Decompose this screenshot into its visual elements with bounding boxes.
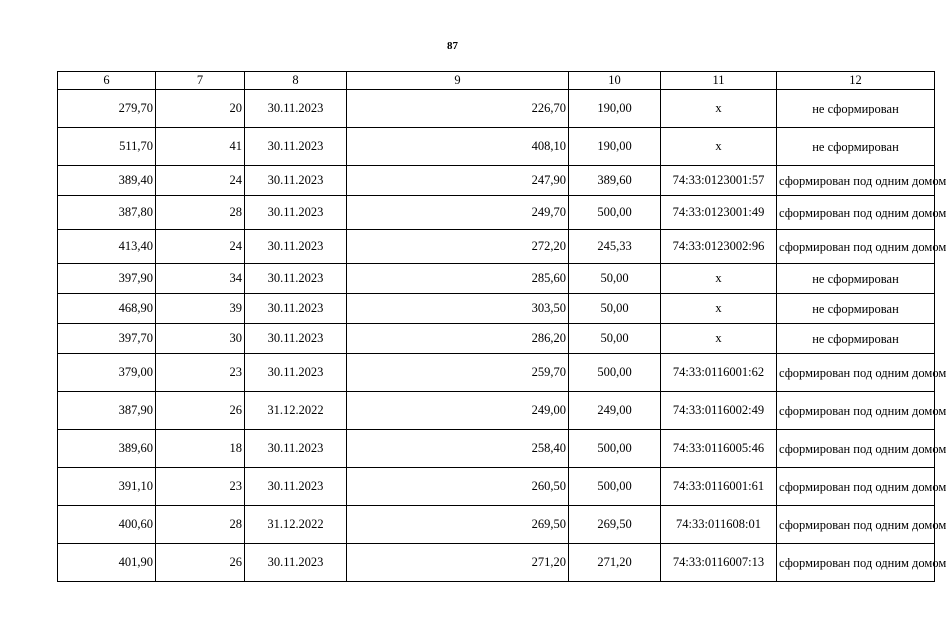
cell-status: сформирован под одним домом: [777, 430, 935, 468]
cell-col-10: 50,00: [569, 294, 661, 324]
cell-col-7: 26: [156, 544, 245, 582]
cell-col-6: 389,40: [58, 166, 156, 196]
cell-col-7: 26: [156, 392, 245, 430]
cell-col-9: 260,50: [347, 468, 569, 506]
cell-col-7: 20: [156, 90, 245, 128]
cell-cadastral-number: 74:33:0116001:62: [661, 354, 777, 392]
cell-col-9: 285,60: [347, 264, 569, 294]
cell-cadastral-number: 74:33:0116002:49: [661, 392, 777, 430]
cell-col-6: 389,60: [58, 430, 156, 468]
cell-status: не сформирован: [777, 264, 935, 294]
cell-date: 30.11.2023: [245, 230, 347, 264]
cell-col-6: 387,80: [58, 196, 156, 230]
cell-status: не сформирован: [777, 294, 935, 324]
table-row: [58, 354, 935, 392]
cell-status: не сформирован: [777, 324, 935, 354]
cell-col-9: 249,70: [347, 196, 569, 230]
table-row: [58, 196, 935, 230]
table-row: [58, 166, 935, 196]
cell-status: не сформирован: [777, 128, 935, 166]
cell-col-6: 391,10: [58, 468, 156, 506]
cell-col-6: 511,70: [58, 128, 156, 166]
cell-col-9: 259,70: [347, 354, 569, 392]
cell-col-10: 190,00: [569, 128, 661, 166]
cell-col-6: 397,70: [58, 324, 156, 354]
cell-col-9: 271,20: [347, 544, 569, 582]
cell-col-10: 500,00: [569, 354, 661, 392]
cell-col-9: 272,20: [347, 230, 569, 264]
column-header-11: 11: [661, 72, 777, 90]
cell-col-7: 24: [156, 166, 245, 196]
cell-date: 30.11.2023: [245, 264, 347, 294]
cell-col-10: 500,00: [569, 430, 661, 468]
cell-col-9: 226,70: [347, 90, 569, 128]
cell-cadastral-number: х: [661, 294, 777, 324]
cell-col-9: 286,20: [347, 324, 569, 354]
table-row: [58, 230, 935, 264]
cell-status: сформирован под одним домом: [777, 166, 935, 196]
cell-col-9: 247,90: [347, 166, 569, 196]
cell-col-10: 500,00: [569, 196, 661, 230]
cell-cadastral-number: 74:33:0116005:46: [661, 430, 777, 468]
header-row: [58, 72, 935, 90]
cell-status: сформирован под одним домом: [777, 354, 935, 392]
cell-status: сформирован под одним домом: [777, 392, 935, 430]
cell-col-10: 249,00: [569, 392, 661, 430]
cell-date: 30.11.2023: [245, 196, 347, 230]
cell-col-10: 50,00: [569, 324, 661, 354]
cell-col-10: 50,00: [569, 264, 661, 294]
cell-date: 31.12.2022: [245, 392, 347, 430]
cell-status: сформирован под одним домом: [777, 230, 935, 264]
cell-col-6: 397,90: [58, 264, 156, 294]
cell-col-10: 245,33: [569, 230, 661, 264]
table-row: [58, 294, 935, 324]
table-row: [58, 392, 935, 430]
cell-col-6: 468,90: [58, 294, 156, 324]
cell-status: сформирован под одним домом: [777, 468, 935, 506]
cell-col-9: 269,50: [347, 506, 569, 544]
cell-cadastral-number: х: [661, 324, 777, 354]
cell-col-10: 271,20: [569, 544, 661, 582]
cell-cadastral-number: х: [661, 264, 777, 294]
cell-date: 30.11.2023: [245, 90, 347, 128]
cell-cadastral-number: 74:33:0123002:96: [661, 230, 777, 264]
cell-col-10: 389,60: [569, 166, 661, 196]
cell-cadastral-number: 74:33:011608:01: [661, 506, 777, 544]
cell-cadastral-number: 74:33:0116007:13: [661, 544, 777, 582]
cell-col-6: 387,90: [58, 392, 156, 430]
cell-cadastral-number: 74:33:0123001:57: [661, 166, 777, 196]
cell-date: 30.11.2023: [245, 128, 347, 166]
table-row: [58, 506, 935, 544]
cell-date: 30.11.2023: [245, 294, 347, 324]
cell-col-10: 269,50: [569, 506, 661, 544]
cell-col-10: 190,00: [569, 90, 661, 128]
column-header-9: 9: [347, 72, 569, 90]
data-table: [57, 71, 946, 582]
cell-col-9: 258,40: [347, 430, 569, 468]
table-row: [58, 90, 935, 128]
cell-col-7: 28: [156, 196, 245, 230]
cell-col-7: 41: [156, 128, 245, 166]
cell-col-6: 401,90: [58, 544, 156, 582]
page-number: 87: [447, 40, 458, 52]
table-row: [58, 430, 935, 468]
cell-date: 30.11.2023: [245, 468, 347, 506]
cell-col-9: 249,00: [347, 392, 569, 430]
cell-col-7: 24: [156, 230, 245, 264]
cell-date: 30.11.2023: [245, 544, 347, 582]
table-row: [58, 324, 935, 354]
table-row: [58, 128, 935, 166]
cell-col-6: 379,00: [58, 354, 156, 392]
table-row: [58, 264, 935, 294]
column-header-12: 12: [777, 72, 935, 90]
column-header-8: 8: [245, 72, 347, 90]
cell-cadastral-number: 74:33:0116001:61: [661, 468, 777, 506]
cell-date: 31.12.2022: [245, 506, 347, 544]
cell-status: не сформирован: [777, 90, 935, 128]
cell-status: сформирован под одним домом: [777, 506, 935, 544]
cell-col-7: 18: [156, 430, 245, 468]
table-row: [58, 468, 935, 506]
cell-col-7: 39: [156, 294, 245, 324]
cell-col-7: 30: [156, 324, 245, 354]
cell-cadastral-number: х: [661, 90, 777, 128]
cell-col-7: 34: [156, 264, 245, 294]
cell-date: 30.11.2023: [245, 166, 347, 196]
cell-cadastral-number: х: [661, 128, 777, 166]
cell-col-9: 408,10: [347, 128, 569, 166]
cell-status: сформирован под одним домом: [777, 544, 935, 582]
cell-col-9: 303,50: [347, 294, 569, 324]
cell-col-7: 28: [156, 506, 245, 544]
cell-date: 30.11.2023: [245, 324, 347, 354]
cell-col-10: 500,00: [569, 468, 661, 506]
cell-status: сформирован под одним домом: [777, 196, 935, 230]
column-header-7: 7: [156, 72, 245, 90]
table-row: [58, 544, 935, 582]
column-header-6: 6: [58, 72, 156, 90]
cell-col-7: 23: [156, 468, 245, 506]
cell-date: 30.11.2023: [245, 354, 347, 392]
table-body: [58, 90, 946, 582]
cell-date: 30.11.2023: [245, 430, 347, 468]
cell-col-7: 23: [156, 354, 245, 392]
cell-cadastral-number: 74:33:0123001:49: [661, 196, 777, 230]
cell-col-6: 413,40: [58, 230, 156, 264]
column-header-10: 10: [569, 72, 661, 90]
cell-col-6: 279,70: [58, 90, 156, 128]
cell-col-6: 400,60: [58, 506, 156, 544]
